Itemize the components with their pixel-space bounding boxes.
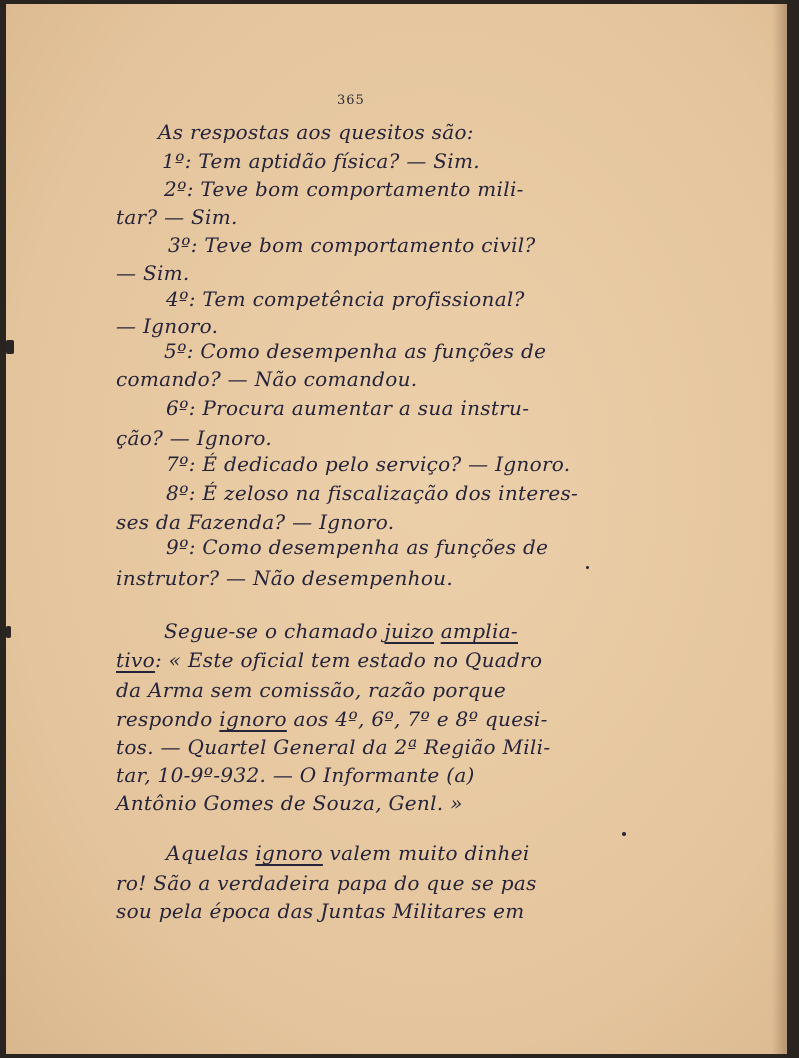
underlined-word: juizo: [384, 619, 435, 643]
text-line: 8º: É zeloso na fiscalização dos interes-: [166, 481, 579, 505]
binding-mark: [6, 340, 14, 354]
text-line: comando? — Não comandou.: [116, 367, 418, 391]
text-fragment: respondo: [116, 707, 220, 731]
text-line: 6º: Procura aumentar a sua instru-: [166, 396, 530, 420]
text-fragment: [434, 619, 441, 643]
text-line: 2º: Teve bom comportamento mili-: [164, 177, 524, 201]
underlined-word: ignoro: [255, 841, 323, 865]
text-line: — Ignoro.: [116, 314, 219, 338]
text-line: ção? — Ignoro.: [116, 426, 273, 450]
binding-mark: [6, 626, 11, 638]
text-line: sou pela época das Juntas Militares em: [116, 899, 525, 923]
text-line: — Sim.: [116, 261, 190, 285]
text-fragment: aos 4º, 6º, 7º e 8º quesi-: [286, 707, 548, 731]
text-line: 7º: É dedicado pelo serviço? — Ignoro.: [166, 452, 571, 476]
text-line: ses da Fazenda? — Ignoro.: [116, 510, 395, 534]
text-line: 1º: Tem aptidão física? — Sim.: [162, 149, 480, 173]
text-line: instrutor? — Não desempenhou.: [116, 566, 454, 590]
page-edge-shadow: [772, 4, 784, 1054]
text-fragment: : « Este oficial tem estado no Quadro: [154, 648, 543, 672]
text-fragment: valem muito dinhei: [322, 841, 530, 865]
manuscript-page: [6, 4, 787, 1054]
text-line: [166, 840, 530, 866]
text-line: [116, 706, 548, 732]
text-line: As respostas aos quesitos são:: [158, 120, 474, 144]
text-fragment: Segue-se o chamado: [164, 619, 385, 643]
underlined-word: amplia-: [440, 619, 518, 643]
text-fragment: Aquelas: [166, 841, 256, 865]
ink-dot: [586, 566, 589, 569]
underlined-word: ignoro: [219, 707, 287, 731]
underlined-word: tivo: [116, 648, 155, 672]
text-line: tar? — Sim.: [116, 205, 238, 229]
page-number: 365: [337, 93, 365, 108]
text-line: 5º: Como desempenha as funções de: [164, 339, 547, 363]
text-line: 9º: Como desempenha as funções de: [166, 535, 549, 559]
text-line: tos. — Quartel General da 2ª Região Mili-: [116, 735, 551, 759]
text-line: 4º: Tem competência profissional?: [166, 287, 525, 311]
text-line: Antônio Gomes de Souza, Genl. »: [116, 791, 463, 815]
text-line: 3º: Teve bom comportamento civil?: [168, 233, 536, 257]
text-line: [116, 647, 542, 673]
text-line: tar, 10-9º-932. — O Informante (a): [116, 763, 475, 787]
text-line: da Arma sem comissão, razão porque: [116, 678, 507, 702]
ink-dot: [622, 832, 626, 836]
text-line: ro! São a verdadeira papa do que se pas: [116, 871, 537, 895]
text-line: [164, 618, 518, 644]
